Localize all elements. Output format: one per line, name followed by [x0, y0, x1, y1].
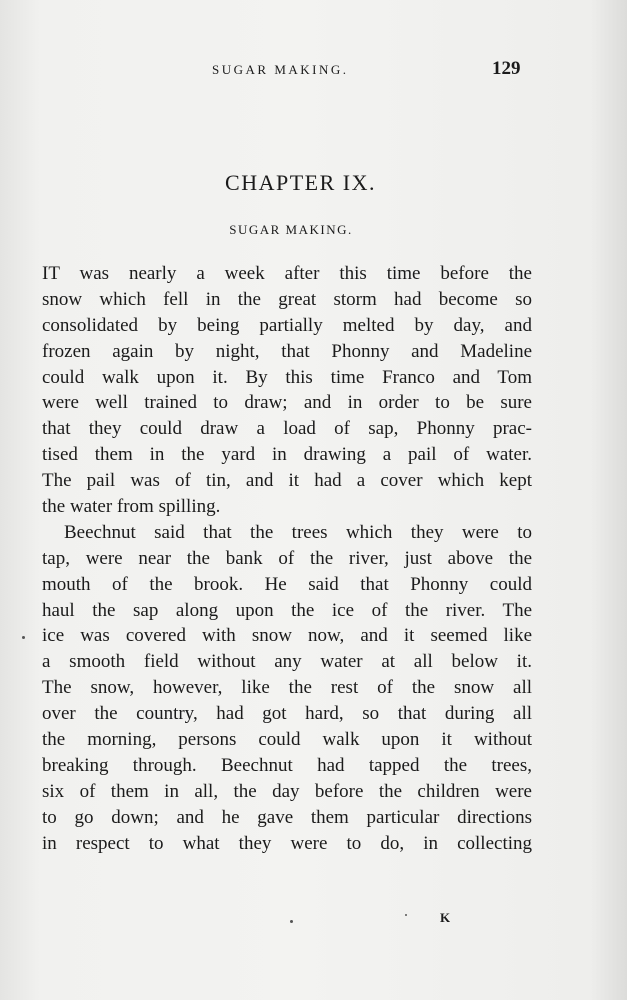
ink-speck	[290, 920, 293, 923]
text-line: tised them in the yard in drawing a pail of water.	[42, 444, 532, 466]
chapter-title: CHAPTER IX.	[225, 170, 376, 195]
text-line: in respect to what they were to do, in collecting	[42, 832, 532, 854]
chapter-subtitle: SUGAR MAKING.	[229, 222, 353, 237]
text-line: snow which fell in the great storm had become so	[42, 288, 532, 310]
text-line: ice was covered with snow now, and it seemed like	[42, 625, 532, 647]
text-line: IT was nearly a week after this time before the	[42, 263, 532, 284]
text-line: The pail was of tin, and it had a cover which kept	[42, 470, 532, 492]
body-text	[42, 261, 532, 856]
text-line: mouth of the brook. He said that Phonny could	[42, 573, 532, 595]
text-line: could walk upon it. By this time Franco and Tom	[42, 366, 532, 388]
text-line: The snow, however, like the rest of the snow all	[42, 677, 532, 699]
ink-speck	[22, 636, 25, 639]
text-line: to go down; and he gave them particular directions	[42, 806, 532, 828]
text-line: consolidated by being partially melted by day, and	[42, 314, 532, 336]
text-line: Beechnut said that the trees which they were to	[64, 521, 532, 543]
text-line: haul the sap along upon the ice of the river. The	[42, 599, 532, 621]
signature-mark: K	[440, 910, 451, 925]
text-line: frozen again by night, that Phonny and Madeline	[42, 340, 532, 362]
text-line: tap, were near the bank of the river, just above the	[42, 547, 532, 569]
text-line: over the country, had got hard, so that during all	[42, 703, 532, 725]
text-line: the morning, persons could walk upon it without	[42, 729, 532, 751]
text-line: were well trained to draw; and in order to be sure	[42, 392, 532, 414]
text-line: a smooth field without any water at all below it.	[42, 651, 532, 673]
ink-speck	[405, 914, 407, 916]
text-line: the water from spilling.	[42, 496, 221, 518]
text-line: breaking through. Beechnut had tapped the trees,	[42, 754, 532, 776]
running-head: SUGAR MAKING.	[212, 62, 349, 77]
text-line: six of them in all, the day before the children were	[42, 780, 532, 802]
text-line: that they could draw a load of sap, Phonny prac-	[42, 418, 532, 440]
page-number: 129	[492, 58, 521, 79]
